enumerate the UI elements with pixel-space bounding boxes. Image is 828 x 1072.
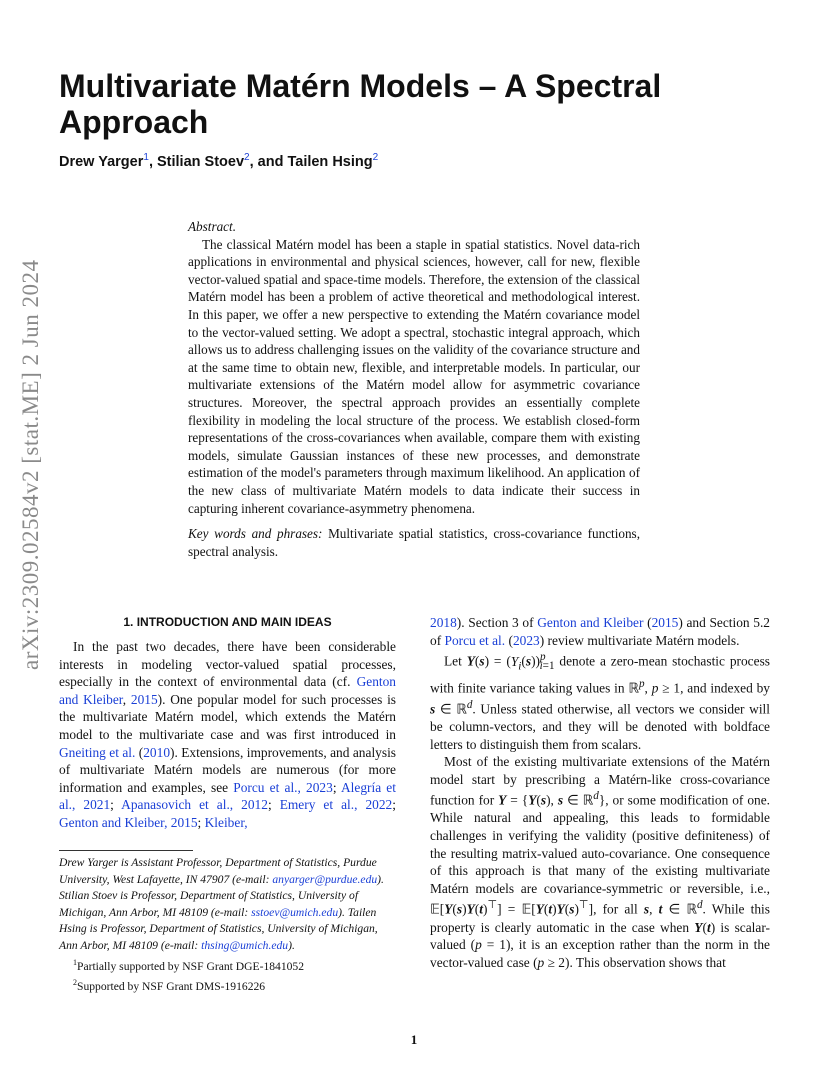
footnote-2: $^2$Supported by NSF Grant DMS-1916226 (73, 978, 266, 993)
footnote-divider (59, 850, 193, 851)
author-separator: , (148, 153, 157, 170)
citation-link[interactable]: Genton and Kleiber (537, 615, 644, 630)
citation-link[interactable]: Emery et al., 2022 (279, 797, 393, 813)
keywords-text: Multivariate spatial statistics, cross-covariance functions, spectral analysis. (188, 526, 640, 559)
abstract (188, 218, 640, 560)
author-name: Tailen Hsing (287, 153, 373, 170)
intro-paragraph: In the past two decades, there have been considerable interests in modeling vector-valued spatial processes, especially in the context of environmental data (cf. Genton and Kleiber, 2015). One popular model for such processes is the multivariate Matérn model, which extends the Matérn model to the multivariate case and was first introduced in Gneiting et al. (2010). Extensions, improvements, and analysis of multivariate Matérn models are numerous (for more information and examples, see Porcu et al., 2023; Alegría et al., 2021; Apanasovich et al., 2012; Emery et al., 2022; Genton and Kleiber, 2015; Kleiber, (59, 639, 397, 830)
author-line (59, 152, 378, 170)
keywords-label: Key words and phrases: (188, 526, 323, 542)
definition-paragraph: Let $Y(s) = (Y_i(s))^p_{i=1}$ denote a zero-mean stochastic process with finite variance taking values in ℝ$^p$, p ≥ 1, and indexed by s ∈ ℝ$^d$. Unless stated otherwise, all vectors we consider will be column-vectors, and they will be denoted with boldface letters to distinguish them from scalars. (430, 651, 770, 752)
citation-link[interactable]: Genton and Kleiber, 2015 (59, 814, 198, 830)
email-link[interactable]: sstoev@umich.edu (251, 905, 339, 919)
email-link[interactable]: thsing@umich.edu (201, 938, 289, 952)
right-column (430, 614, 770, 971)
affiliation-link[interactable]: 2 (244, 152, 250, 163)
section-heading: 1. INTRODUCTION AND MAIN IDEAS (123, 615, 332, 629)
affiliation-link[interactable]: 2 (372, 152, 379, 163)
footnotes (59, 855, 399, 995)
citation-link[interactable]: 2023 (512, 632, 540, 648)
left-column (59, 614, 396, 832)
citation-link[interactable]: Gneiting et al. (59, 744, 136, 760)
abstract-body: The classical Matérn model has been a staple in spatial statistics. Novel data-rich applications in environmental and physical sciences, however, call for new, flexible vector-valued spatial and space-time models. Therefore, the extension of the classical Matérn model has been a problem of active theoretical and methodological interest. In this paper, we offer a new perspective to extending the Matérn covariance model to the vector-valued setting. We adopt a spectral, stochastic integral approach, which allows us to address challenging issues on the validity of the covariance structure and at the same time to obtain new, flexible, and interpretable models. In particular, our multivariate extensions of the Matérn model allow for asymmetric covariance structures. Moreover, the spectral approach provides an essentially complete flexibility in modeling the local structure of the process. We establish closed-form representations of the cross-covariances when available, compare them with existing models, simulate Gaussian instances of these new processes, and demonstrate estimation of the model's parameters through maximum likelihood. An application of the new class of multivariate Matérn models to data indicate their success in capturing inherent covariance-asymmetry phenomena. (188, 236, 640, 516)
abstract-heading: Abstract. (188, 219, 236, 234)
citation-link[interactable]: Porcu et al. (444, 632, 506, 648)
paper-title: Multivariate Matérn Models – A Spectral Approach (59, 68, 662, 140)
motivation-paragraph: Most of the existing multivariate extensions of the Matérn model start by prescribing a Matérn-like cross-covariance function for Y = {Y(s), s ∈ ℝ$^d$}, or some modification of one. While natural and appealing, this leads to formidable challenges in verifying the validity (positive definiteness) of the resulting matrix-valued auto-covariance. One consequence of this approach is that many of the existing multivariate Matérn models are covariance-symmetric or reversible, i.e., 𝔼[Y(s)Y(t)⊤] = 𝔼[Y(t)Y(s)⊤], for all s, t ∈ ℝ$^d$. While this property is clearly automatic in the case when Y(t) is scalar-valued (p = 1), it is an exception rather than the norm in the vector-valued case (p ≥ 2). This observation shows that (430, 754, 771, 970)
footnote-1: $^1$Partially supported by NSF Grant DGE-1841052 (73, 957, 305, 973)
author-name: Drew Yarger (59, 153, 144, 170)
citation-link[interactable]: 2015 (130, 691, 158, 707)
author-separator: , and (249, 153, 288, 170)
citation-link[interactable]: 2015 (651, 615, 679, 630)
affiliation-link[interactable]: 1 (143, 152, 149, 163)
intro-paragraph-continued: 2018). Section 3 of Genton and Kleiber (2015) and Section 5.2 of Porcu et al. (2023) review multivariate Matérn models. (430, 615, 770, 648)
author-affiliations-footnote: Drew Yarger is Assistant Professor, Department of Statistics, Purdue University, West Lafayette, IN 47907 (e-mail: anyarger@purdue.edu). Stilian Stoev is Professor, Department of Statistics, University of Michigan, Ann Arbor, MI 48109 (e-mail: sstoev@umich.edu). Tailen Hsing is Professor, Department of Statistics, University of Michigan, Ann Arbor, MI 48109 (e-mail: thsing@umich.edu). (59, 856, 384, 952)
email-link[interactable]: anyarger@purdue.edu (272, 872, 378, 886)
citation-link[interactable]: 2018 (430, 615, 457, 630)
arxiv-watermark: arXiv:2309.02584v2 [stat.ME] 2 Jun 2024 (18, 259, 43, 670)
keywords (188, 525, 640, 560)
citation-link[interactable]: Porcu et al., 2023 (233, 779, 333, 795)
page-number: 1 (410, 1032, 418, 1047)
citation-link[interactable]: Alegría et al., 2021 (59, 779, 396, 813)
citation-link[interactable]: Genton and Kleiber (59, 674, 396, 707)
author-name: Stilian Stoev (157, 153, 245, 170)
citation-link[interactable]: Kleiber, (204, 814, 248, 830)
citation-link[interactable]: Apanasovich et al., 2012 (121, 797, 268, 813)
citation-link[interactable]: 2010 (143, 744, 171, 760)
